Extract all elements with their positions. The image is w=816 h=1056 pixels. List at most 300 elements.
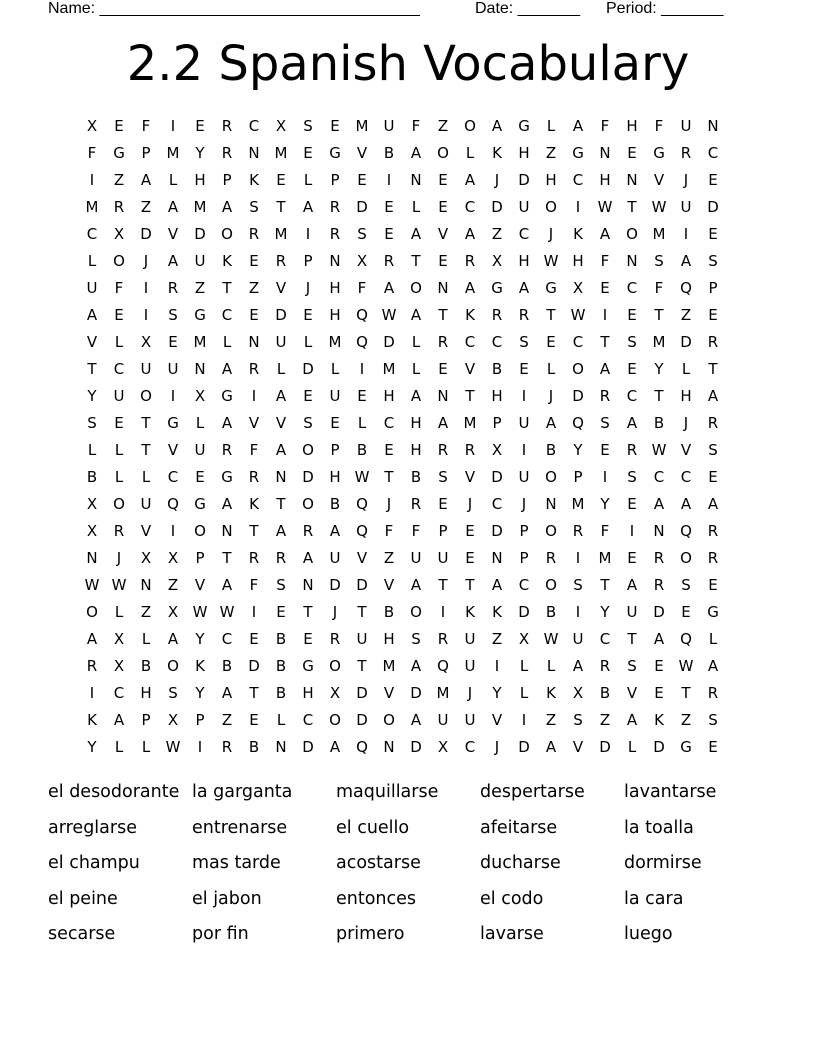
grid-letter: L bbox=[411, 360, 421, 378]
grid-letter: P bbox=[195, 549, 205, 567]
grid-letter: V bbox=[626, 684, 638, 702]
grid-letter: U bbox=[329, 387, 341, 405]
grid-letter: E bbox=[708, 738, 718, 756]
grid-row bbox=[80, 626, 740, 653]
grid-letter: C bbox=[491, 333, 503, 351]
grid-letter: Q bbox=[356, 333, 368, 351]
grid-letter: A bbox=[167, 252, 179, 270]
grid-letter: J bbox=[386, 495, 392, 513]
grid-letter: V bbox=[275, 414, 287, 432]
grid-letter: Z bbox=[437, 117, 449, 135]
grid-letter: R bbox=[653, 549, 665, 567]
grid-letter: C bbox=[626, 279, 638, 297]
student-info-header bbox=[48, 0, 748, 20]
grid-letter: D bbox=[356, 576, 368, 594]
grid-letter: N bbox=[707, 117, 719, 135]
grid-letter: A bbox=[410, 711, 422, 729]
grid-letter: A bbox=[518, 279, 530, 297]
grid-letter: B bbox=[275, 657, 287, 675]
grid-letter: V bbox=[437, 225, 449, 243]
grid-letter: L bbox=[114, 603, 124, 621]
grid-letter: T bbox=[276, 495, 286, 513]
grid-letter: N bbox=[653, 522, 665, 540]
grid-letter: T bbox=[681, 684, 691, 702]
grid-letter: E bbox=[330, 117, 340, 135]
grid-letter: O bbox=[410, 279, 422, 297]
grid-letter: L bbox=[276, 711, 286, 729]
grid-letter: Q bbox=[356, 495, 368, 513]
grid-letter: I bbox=[521, 441, 527, 459]
grid-letter: P bbox=[519, 522, 529, 540]
grid-letter: T bbox=[438, 306, 448, 324]
grid-letter: R bbox=[410, 495, 422, 513]
grid-letter: V bbox=[491, 711, 503, 729]
grid-letter: J bbox=[332, 603, 338, 621]
grid-letter: X bbox=[140, 333, 152, 351]
grid-letter: O bbox=[113, 252, 125, 270]
grid-letter: N bbox=[437, 279, 449, 297]
grid-letter: H bbox=[518, 144, 530, 162]
grid-letter: J bbox=[467, 495, 473, 513]
grid-letter: G bbox=[491, 279, 503, 297]
grid-letter: J bbox=[548, 225, 554, 243]
grid-letter: E bbox=[303, 630, 313, 648]
grid-letter: T bbox=[438, 576, 448, 594]
grid-letter: S bbox=[411, 630, 421, 648]
grid-letter: A bbox=[491, 117, 503, 135]
word-bank-item: afeitarse bbox=[480, 817, 558, 838]
grid-letter: A bbox=[410, 657, 422, 675]
grid-letter: L bbox=[411, 333, 421, 351]
grid-letter: A bbox=[167, 198, 179, 216]
grid-letter: S bbox=[168, 684, 178, 702]
grid-letter: N bbox=[221, 522, 233, 540]
grid-letter: C bbox=[518, 576, 530, 594]
grid-letter: V bbox=[464, 468, 476, 486]
grid-letter: D bbox=[491, 522, 503, 540]
grid-letter: A bbox=[599, 360, 611, 378]
grid-letter: Y bbox=[87, 738, 97, 756]
grid-letter: X bbox=[167, 549, 179, 567]
grid-letter: L bbox=[195, 414, 205, 432]
grid-letter: C bbox=[572, 171, 584, 189]
grid-row bbox=[80, 221, 740, 248]
grid-letter: T bbox=[546, 306, 556, 324]
word-bank-item: dormirse bbox=[624, 853, 702, 873]
grid-letter: S bbox=[303, 117, 313, 135]
grid-letter: S bbox=[357, 225, 367, 243]
grid-letter: N bbox=[626, 171, 638, 189]
grid-letter: M bbox=[193, 198, 207, 216]
grid-letter: D bbox=[194, 225, 206, 243]
grid-letter: A bbox=[680, 495, 692, 513]
grid-letter: C bbox=[464, 198, 476, 216]
grid-letter: R bbox=[599, 387, 611, 405]
grid-letter: R bbox=[707, 414, 719, 432]
grid-letter: E bbox=[438, 198, 448, 216]
grid-letter: K bbox=[195, 657, 205, 675]
grid-letter: G bbox=[545, 279, 557, 297]
grid-letter: K bbox=[222, 252, 232, 270]
grid-letter: X bbox=[86, 117, 98, 135]
word-bank-item: maquillarse bbox=[336, 782, 439, 802]
grid-letter: K bbox=[465, 306, 475, 324]
grid-letter: D bbox=[302, 360, 314, 378]
grid-letter: P bbox=[222, 171, 232, 189]
grid-letter: A bbox=[464, 171, 476, 189]
grid-letter: J bbox=[143, 252, 149, 270]
grid-row bbox=[80, 545, 740, 572]
grid-letter: L bbox=[222, 333, 232, 351]
grid-letter: B bbox=[86, 468, 98, 486]
grid-letter: M bbox=[193, 333, 207, 351]
grid-letter: U bbox=[140, 495, 152, 513]
grid-letter: H bbox=[410, 441, 422, 459]
grid-letter: I bbox=[170, 117, 176, 135]
grid-letter: T bbox=[249, 684, 259, 702]
grid-letter: B bbox=[221, 657, 233, 675]
grid-letter: I bbox=[386, 171, 392, 189]
grid-letter: R bbox=[221, 117, 233, 135]
word-bank-item: el desodorante bbox=[48, 782, 180, 802]
grid-letter: P bbox=[573, 468, 583, 486]
grid-letter: B bbox=[599, 684, 611, 702]
grid-letter: L bbox=[519, 684, 529, 702]
grid-letter: W bbox=[678, 657, 694, 675]
grid-letter: R bbox=[464, 441, 476, 459]
grid-letter: A bbox=[221, 360, 233, 378]
grid-letter: T bbox=[276, 198, 286, 216]
grid-letter: N bbox=[626, 252, 638, 270]
grid-letter: U bbox=[86, 279, 98, 297]
grid-letter: R bbox=[329, 630, 341, 648]
grid-letter: D bbox=[248, 657, 260, 675]
grid-letter: P bbox=[708, 279, 718, 297]
grid-letter: A bbox=[221, 198, 233, 216]
grid-letter: G bbox=[167, 414, 179, 432]
grid-letter: X bbox=[86, 522, 98, 540]
grid-letter: J bbox=[521, 495, 527, 513]
grid-letter: O bbox=[680, 549, 692, 567]
grid-letter: E bbox=[627, 144, 637, 162]
grid-letter: X bbox=[329, 684, 341, 702]
grid-letter: M bbox=[328, 333, 342, 351]
grid-letter: T bbox=[600, 576, 610, 594]
grid-letter: H bbox=[680, 387, 692, 405]
grid-letter: R bbox=[626, 441, 638, 459]
grid-letter: U bbox=[464, 630, 476, 648]
grid-letter: D bbox=[680, 333, 692, 351]
grid-letter: Z bbox=[491, 225, 503, 243]
grid-letter: F bbox=[249, 441, 259, 459]
grid-letter: J bbox=[494, 171, 500, 189]
grid-row bbox=[80, 680, 740, 707]
grid-row bbox=[80, 383, 740, 410]
grid-letter: I bbox=[251, 387, 257, 405]
grid-letter: V bbox=[653, 171, 665, 189]
grid-letter: A bbox=[653, 495, 665, 513]
grid-letter: V bbox=[167, 441, 179, 459]
grid-letter: A bbox=[275, 441, 287, 459]
grid-letter: H bbox=[329, 468, 341, 486]
grid-letter: Z bbox=[167, 576, 179, 594]
grid-letter: X bbox=[518, 630, 530, 648]
grid-letter: E bbox=[114, 117, 124, 135]
grid-letter: O bbox=[221, 225, 233, 243]
grid-letter: T bbox=[465, 576, 475, 594]
grid-letter: J bbox=[494, 738, 500, 756]
grid-letter: C bbox=[248, 117, 260, 135]
grid-letter: X bbox=[437, 738, 449, 756]
grid-row bbox=[80, 248, 740, 275]
grid-letter: S bbox=[573, 576, 583, 594]
word-bank-item: lavarse bbox=[480, 924, 544, 944]
grid-letter: D bbox=[707, 198, 719, 216]
grid-letter: K bbox=[249, 171, 259, 189]
grid-letter: R bbox=[437, 441, 449, 459]
grid-letter: F bbox=[249, 576, 259, 594]
grid-letter: A bbox=[599, 225, 611, 243]
grid-letter: S bbox=[600, 414, 610, 432]
grid-letter: Y bbox=[492, 684, 502, 702]
grid-letter: Z bbox=[113, 171, 125, 189]
grid-letter: T bbox=[654, 306, 664, 324]
grid-letter: E bbox=[708, 306, 718, 324]
grid-letter: N bbox=[599, 144, 611, 162]
grid-letter: R bbox=[248, 549, 260, 567]
grid-letter: U bbox=[680, 117, 692, 135]
grid-letter: Z bbox=[248, 279, 260, 297]
grid-letter: U bbox=[464, 657, 476, 675]
grid-letter: I bbox=[575, 549, 581, 567]
grid-letter: I bbox=[521, 387, 527, 405]
grid-letter: F bbox=[87, 144, 97, 162]
grid-letter: S bbox=[276, 576, 286, 594]
grid-letter: I bbox=[89, 171, 95, 189]
grid-row bbox=[80, 113, 740, 140]
grid-letter: U bbox=[572, 630, 584, 648]
grid-letter: C bbox=[518, 225, 530, 243]
grid-letter: E bbox=[384, 225, 394, 243]
grid-letter: Z bbox=[545, 144, 557, 162]
grid-letter: C bbox=[707, 144, 719, 162]
grid-letter: A bbox=[410, 306, 422, 324]
grid-letter: R bbox=[653, 576, 665, 594]
grid-letter: B bbox=[545, 441, 557, 459]
grid-letter: H bbox=[410, 414, 422, 432]
grid-letter: M bbox=[652, 225, 666, 243]
grid-letter: I bbox=[683, 225, 689, 243]
grid-letter: A bbox=[113, 711, 125, 729]
grid-letter: E bbox=[195, 468, 205, 486]
grid-letter: L bbox=[141, 738, 151, 756]
grid-letter: A bbox=[383, 279, 395, 297]
grid-letter: V bbox=[464, 360, 476, 378]
grid-row bbox=[80, 167, 740, 194]
grid-letter: H bbox=[626, 117, 638, 135]
grid-letter: W bbox=[84, 576, 100, 594]
grid-letter: O bbox=[545, 522, 557, 540]
grid-letter: H bbox=[302, 684, 314, 702]
grid-letter: H bbox=[491, 387, 503, 405]
grid-letter: B bbox=[275, 684, 287, 702]
grid-letter: A bbox=[626, 711, 638, 729]
grid-letter: U bbox=[680, 198, 692, 216]
grid-letter: A bbox=[302, 198, 314, 216]
grid-letter: I bbox=[170, 387, 176, 405]
grid-letter: A bbox=[275, 522, 287, 540]
grid-letter: E bbox=[249, 252, 259, 270]
grid-letter: M bbox=[463, 414, 477, 432]
grid-letter: E bbox=[249, 306, 259, 324]
grid-letter: V bbox=[194, 576, 206, 594]
grid-letter: V bbox=[140, 522, 152, 540]
grid-letter: O bbox=[329, 657, 341, 675]
grid-letter: Q bbox=[437, 657, 449, 675]
grid-letter: T bbox=[384, 468, 394, 486]
grid-letter: M bbox=[598, 549, 612, 567]
grid-letter: Y bbox=[654, 360, 664, 378]
grid-letter: W bbox=[165, 738, 181, 756]
grid-letter: L bbox=[681, 360, 691, 378]
grid-letter: R bbox=[572, 522, 584, 540]
grid-letter: Z bbox=[491, 630, 503, 648]
grid-letter: M bbox=[382, 657, 396, 675]
grid-letter: I bbox=[197, 738, 203, 756]
grid-letter: R bbox=[302, 522, 314, 540]
grid-letter: G bbox=[707, 603, 719, 621]
grid-letter: Y bbox=[195, 144, 205, 162]
grid-letter: E bbox=[357, 387, 367, 405]
grid-letter: F bbox=[384, 522, 394, 540]
grid-letter: M bbox=[652, 333, 666, 351]
grid-letter: A bbox=[410, 387, 422, 405]
grid-letter: A bbox=[167, 630, 179, 648]
grid-letter: Q bbox=[356, 306, 368, 324]
grid-letter: C bbox=[491, 495, 503, 513]
grid-letter: N bbox=[140, 576, 152, 594]
grid-letter: W bbox=[597, 198, 613, 216]
grid-letter: I bbox=[521, 711, 527, 729]
period-field-label: Period: _______ bbox=[606, 0, 724, 17]
grid-letter: N bbox=[383, 738, 395, 756]
grid-letter: A bbox=[410, 225, 422, 243]
word-bank-item: ducharse bbox=[480, 853, 561, 873]
grid-letter: B bbox=[491, 360, 503, 378]
grid-letter: N bbox=[194, 360, 206, 378]
grid-letter: D bbox=[491, 468, 503, 486]
grid-letter: E bbox=[303, 144, 313, 162]
grid-letter: W bbox=[543, 630, 559, 648]
grid-letter: O bbox=[140, 387, 152, 405]
grid-letter: V bbox=[356, 144, 368, 162]
grid-letter: S bbox=[654, 252, 664, 270]
word-bank-item: luego bbox=[624, 924, 673, 944]
grid-letter: V bbox=[383, 684, 395, 702]
grid-letter: H bbox=[329, 279, 341, 297]
grid-letter: E bbox=[465, 549, 475, 567]
grid-letter: F bbox=[654, 279, 664, 297]
grid-letter: E bbox=[654, 684, 664, 702]
grid-row bbox=[80, 410, 740, 437]
grid-letter: H bbox=[329, 306, 341, 324]
grid-letter: V bbox=[572, 738, 584, 756]
grid-letter: Q bbox=[680, 522, 692, 540]
grid-letter: L bbox=[330, 360, 340, 378]
grid-letter: H bbox=[545, 171, 557, 189]
grid-letter: E bbox=[519, 360, 529, 378]
grid-letter: X bbox=[275, 117, 287, 135]
grid-letter: R bbox=[707, 333, 719, 351]
grid-letter: L bbox=[708, 630, 718, 648]
grid-letter: R bbox=[518, 306, 530, 324]
grid-letter: R bbox=[437, 630, 449, 648]
grid-letter: N bbox=[302, 576, 314, 594]
grid-letter: S bbox=[87, 414, 97, 432]
grid-letter: C bbox=[302, 711, 314, 729]
grid-letter: O bbox=[545, 576, 557, 594]
grid-letter: E bbox=[438, 360, 448, 378]
grid-letter: U bbox=[275, 333, 287, 351]
grid-letter: G bbox=[518, 117, 530, 135]
grid-letter: X bbox=[140, 549, 152, 567]
grid-letter: R bbox=[248, 468, 260, 486]
grid-letter: M bbox=[355, 117, 369, 135]
grid-letter: W bbox=[651, 198, 667, 216]
grid-letter: W bbox=[219, 603, 235, 621]
grid-letter: I bbox=[575, 198, 581, 216]
grid-letter: L bbox=[546, 117, 556, 135]
grid-letter: L bbox=[141, 630, 151, 648]
grid-letter: U bbox=[437, 549, 449, 567]
grid-letter: E bbox=[276, 603, 286, 621]
grid-letter: X bbox=[113, 225, 125, 243]
grid-letter: A bbox=[653, 630, 665, 648]
grid-letter: C bbox=[464, 738, 476, 756]
grid-letter: Y bbox=[600, 603, 610, 621]
grid-letter: P bbox=[195, 711, 205, 729]
grid-letter: E bbox=[627, 495, 637, 513]
grid-letter: Q bbox=[167, 495, 179, 513]
grid-row bbox=[80, 707, 740, 734]
grid-letter: I bbox=[602, 468, 608, 486]
grid-letter: S bbox=[627, 333, 637, 351]
grid-letter: R bbox=[248, 225, 260, 243]
grid-letter: W bbox=[381, 306, 397, 324]
grid-letter: Q bbox=[572, 414, 584, 432]
grid-letter: U bbox=[518, 198, 530, 216]
grid-letter: D bbox=[302, 468, 314, 486]
grid-letter: N bbox=[275, 738, 287, 756]
grid-letter: W bbox=[111, 576, 127, 594]
grid-letter: T bbox=[222, 279, 232, 297]
grid-letter: R bbox=[437, 333, 449, 351]
grid-letter: F bbox=[114, 279, 124, 297]
grid-letter: S bbox=[249, 198, 259, 216]
grid-letter: W bbox=[651, 441, 667, 459]
grid-letter: C bbox=[626, 387, 638, 405]
grid-letter: N bbox=[545, 495, 557, 513]
grid-row bbox=[80, 356, 740, 383]
grid-letter: E bbox=[600, 441, 610, 459]
grid-letter: E bbox=[654, 657, 664, 675]
grid-letter: N bbox=[437, 387, 449, 405]
grid-letter: U bbox=[329, 549, 341, 567]
grid-letter: T bbox=[87, 360, 97, 378]
grid-letter: D bbox=[572, 387, 584, 405]
grid-letter: U bbox=[194, 252, 206, 270]
grid-letter: D bbox=[491, 198, 503, 216]
